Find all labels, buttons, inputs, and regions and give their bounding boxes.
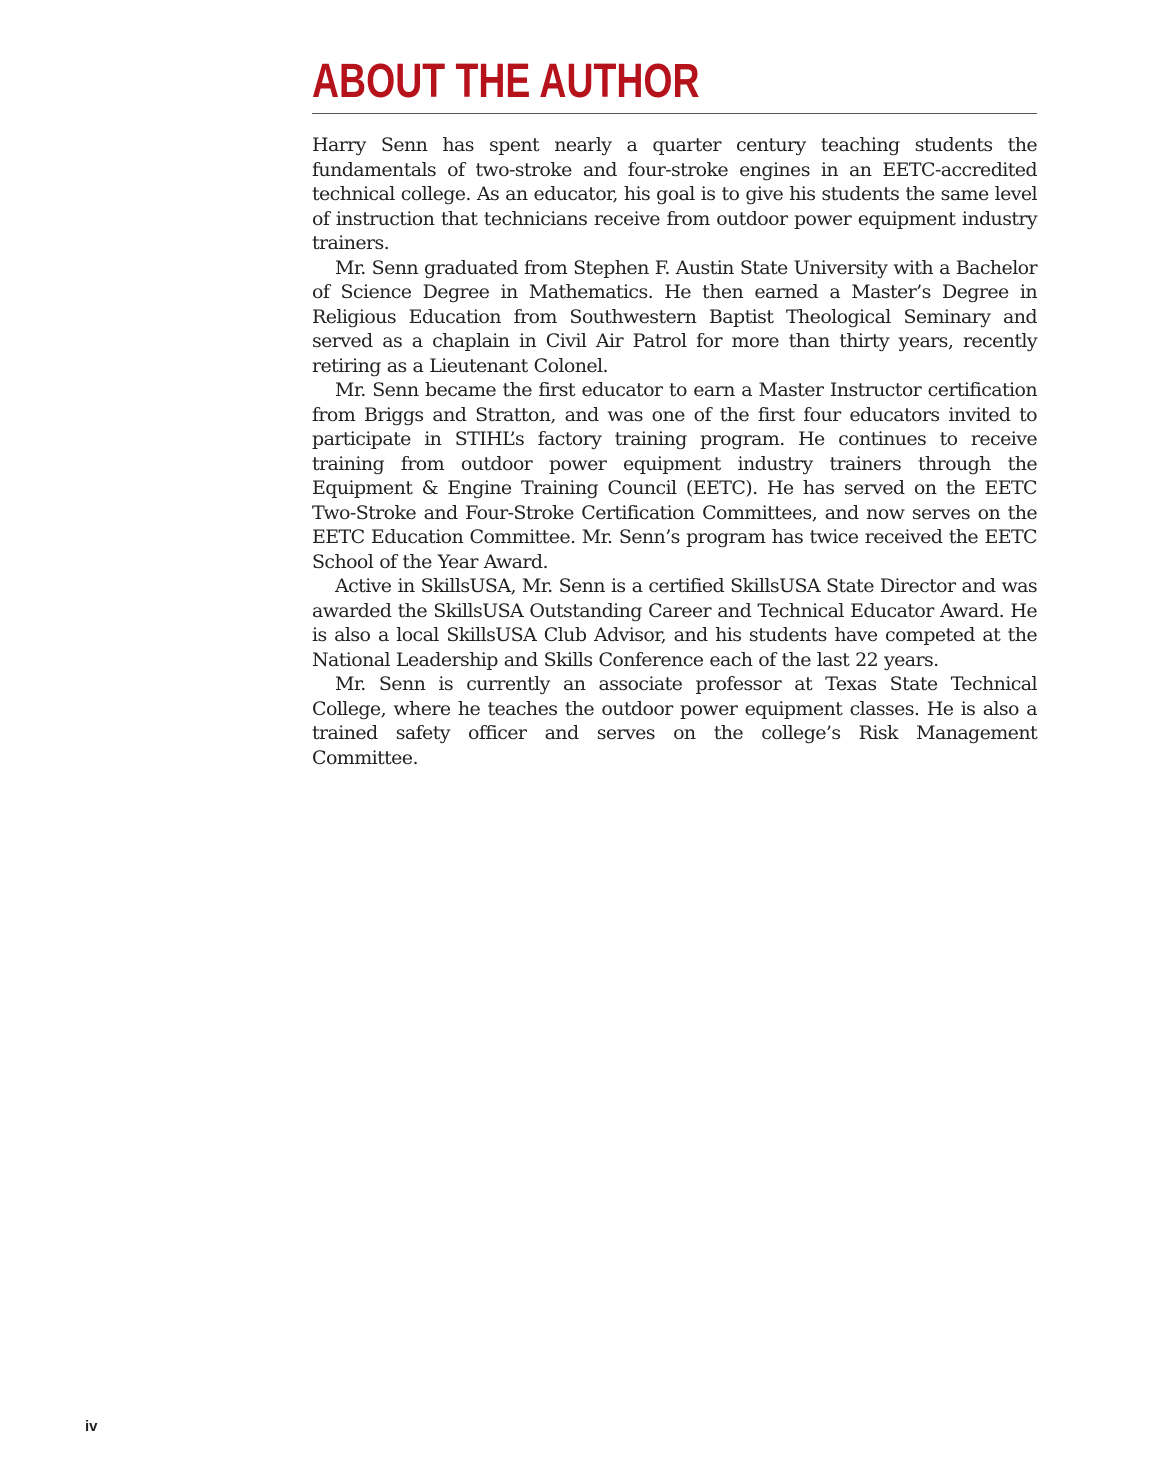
page-title: ABOUT THE AUTHOR	[312, 55, 700, 108]
bio-paragraph-5: Mr. Senn is currently an associate professor at Texas State Technical College, where he teaches the outdoor power equipment classes. He is also a trained safety officer and serves on the college’s Risk Management Committee.	[312, 673, 1037, 769]
section-header	[312, 56, 1037, 114]
bio-paragraph-3: Mr. Senn became the first educator to earn a Master Instructor certification from Briggs and Stratton, and was one of the first four educators invited to participate in STIHL’s factory training program. He continues to receive training from outdoor power equipment industry trainers through the Equipment & Engine Training Council (EETC). He has served on the EETC Two-Stroke and Four-Stroke Certification Committees, and now serves on the EETC Education Committee. Mr. Senn’s program has twice received the EETC School of the Year Award.	[312, 379, 1037, 573]
page-number: iv	[85, 1418, 98, 1435]
author-bio	[312, 133, 1037, 770]
bio-paragraph-1: Harry Senn has spent nearly a quarter century teaching students the fundamentals of two-stroke and four-stroke engines in an EETC-accredited technical college. As an educator, his goal is to give his students the same level of instruction that technicians receive from outdoor power equipment industry trainers.	[312, 134, 1037, 254]
bio-paragraph-2: Mr. Senn graduated from Stephen F. Austin State University with a Bachelor of Science Degree in Mathematics. He then earned a Master’s Degree in Religious Education from Southwestern Baptist Theological Seminary and served as a chaplain in Civil Air Patrol for more than thirty years, recently retiring as a Lieutenant Colonel.	[312, 256, 1037, 377]
title-rule-divider	[312, 113, 1037, 114]
bio-paragraph-4: Active in SkillsUSA, Mr. Senn is a certified SkillsUSA State Director and was awarded the SkillsUSA Outstanding Career and Technical Educator Award. He is also a local SkillsUSA Club Advisor, and his students have competed at the National Leadership and Skills Conference each of the last 22 years.	[312, 575, 1037, 671]
